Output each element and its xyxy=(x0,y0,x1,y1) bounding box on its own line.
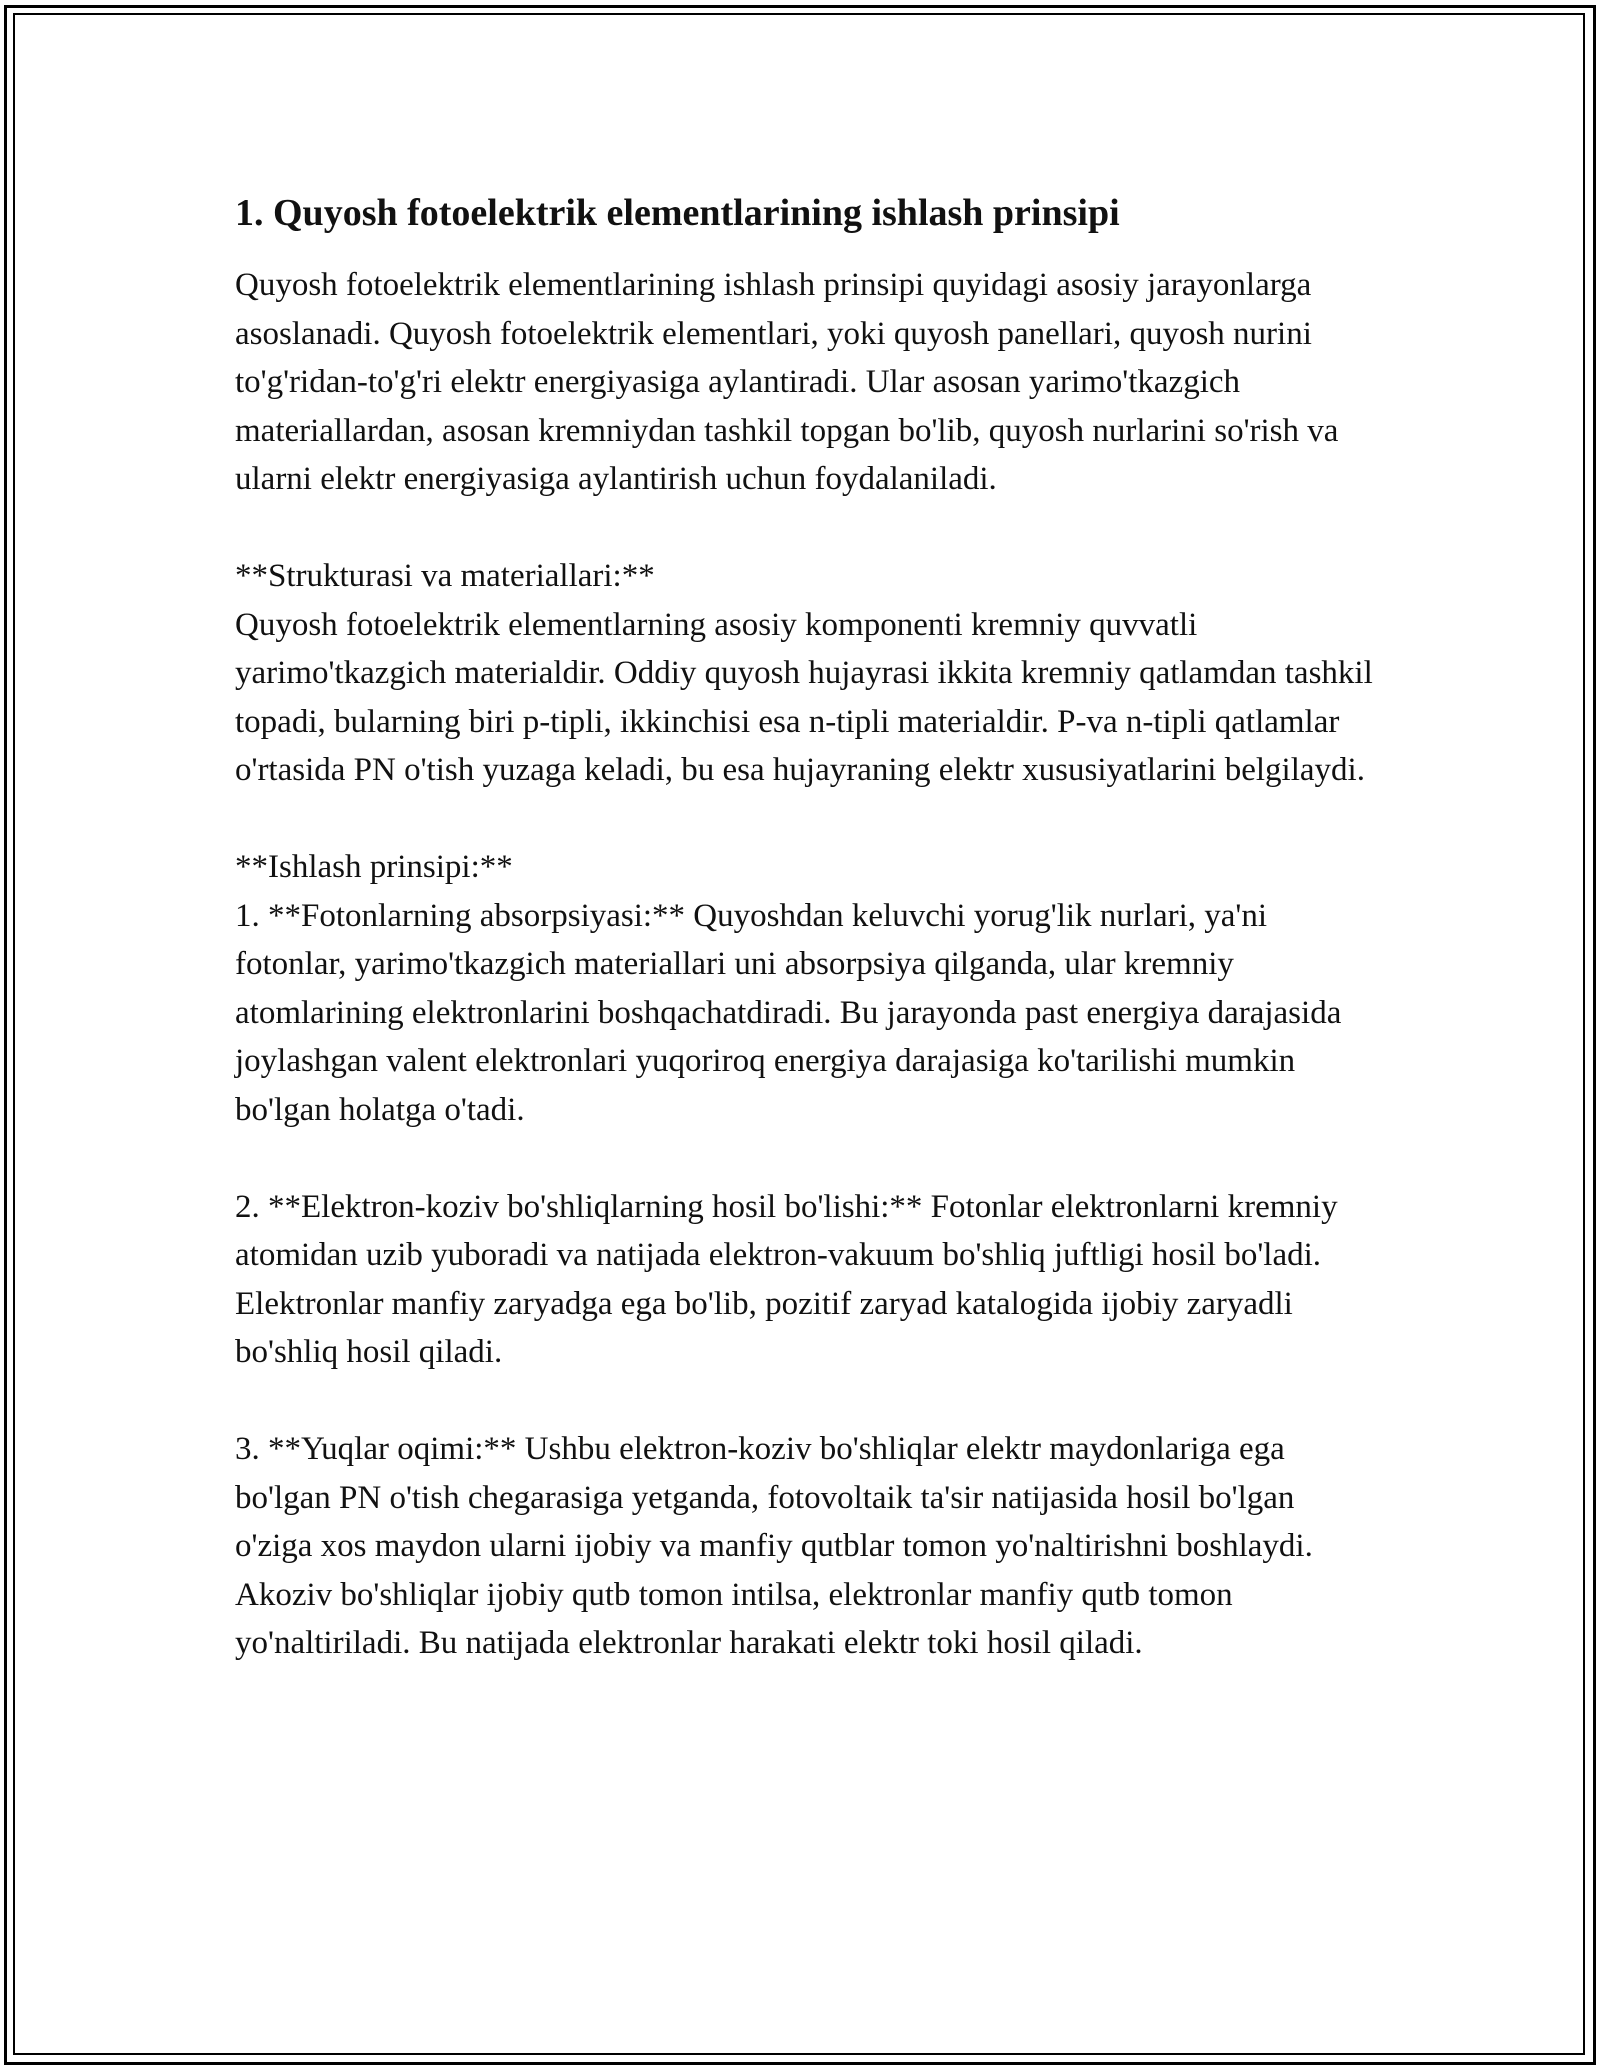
section-heading: 1. Quyosh fotoelektrik elementlarining ishlash prinsipi xyxy=(235,192,1120,234)
principle-step-1-paragraph: **Ishlash prinsipi:** 1. **Fotonlarning absorpsiyasi:** Quyoshdan keluvchi yorug'lik nurlari, ya'ni fotonlar, yarimo'tkazgich materiallari uni absorpsiya qilganda, ular kremniy atomlarining elektronlarini boshqachatdiradi. Bu jarayonda past energiya darajasida joylashgan valent elektronlari yuqoriroq energiya darajasiga ko'tarilishi mumkin bo'lgan holatga o'tadi. xyxy=(235,849,1342,1128)
principle-step-2-paragraph: 2. **Elektron-koziv bo'shliqlarning hosil bo'lishi:** Fotonlar elektronlarni kremniy atomidan uzib yuboradi va natijada elektron-vakuum bo'shliq juftligi hosil bo'ladi. Elektronlar manfiy zaryadga ega bo'lib, pozitif zaryad katalogida ijobiy zaryadli bo'shliq hosil qiladi. xyxy=(235,1188,1338,1370)
document-body xyxy=(235,186,1375,1668)
principle-step-3-paragraph: 3. **Yuqlar oqimi:** Ushbu elektron-koziv bo'shliqlar elektr maydonlariga ega bo'lgan PN o'tish chegarasiga yetganda, fotovoltaik ta'sir natijasida hosil bo'lgan o'ziga xos maydon ularni ijobiy va manfiy qutblar tomon yo'naltirishni boshlaydi. Akoziv bo'shliqlar ijobiy qutb tomon intilsa, elektronlar manfiy qutb tomon yo'naltiriladi. Bu natijada elektronlar harakati elektr toki hosil qiladi. xyxy=(235,1431,1313,1661)
structure-paragraph: **Strukturasi va materiallari:** Quyosh fotoelektrik elementlarning asosiy komponenti kremniy quvvatli yarimo'tkazgich materialdir. Oddiy quyosh hujayrasi ikkita kremniy qatlamdan tashkil topadi, bularning biri p-tipli, ikkinchisi esa n-tipli materialdir. P-va n-tipli qatlamlar o'rtasida PN o'tish yuzaga keladi, bu esa hujayraning elektr xususiyatlarini belgilaydi. xyxy=(235,558,1373,788)
intro-paragraph: Quyosh fotoelektrik elementlarining ishlash prinsipi quyidagi asosiy jarayonlarga asoslanadi. Quyosh fotoelektrik elementlari, yoki quyosh panellari, quyosh nurini to'g'ridan-to'g'ri elektr energiyasiga aylantiradi. Ular asosan yarimo'tkazgich materiallardan, asosan kremniydan tashkil topgan bo'lib, quyosh nurlarini so'rish va ularni elektr energiyasiga aylantirish uchun foydalaniladi. xyxy=(235,267,1339,497)
